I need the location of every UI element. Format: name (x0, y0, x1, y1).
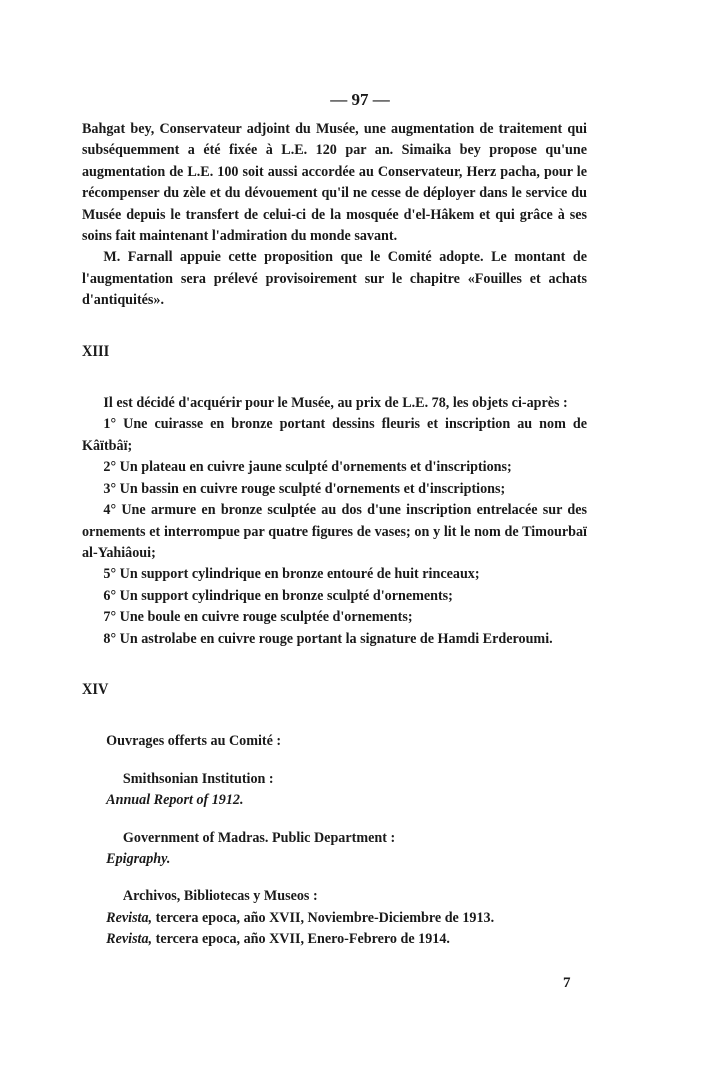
gifts-intro: Ouvrages offerts au Comité : (106, 732, 282, 750)
acquisition-item-1: 1° Une cuirasse en bronze portant dessins fleuris et inscription au nom de Kâïtbâï; (82, 415, 587, 454)
donor-archivos: Archivos, Bibliotecas y Museos : (122, 887, 318, 905)
revista-details-1: tercera epoca, año XVII, Noviembre-Diciembre de 1913. (152, 908, 495, 926)
work-annual-report-title: Annual Report of 1912. (106, 791, 244, 809)
acquisition-item-2: 2° Un plateau en cuivre jaune sculpté d'ornements et d'inscriptions; (103, 458, 512, 476)
revista-details-2: tercera epoca, año XVII, Enero-Febrero de 1914. (152, 930, 450, 948)
acquisition-item-4: 4° Une armure en bronze sculptée au dos d'une inscription entrelacée sur des ornements et interrompue par quatre figures de vases; on y lit le nom de Timourbaï al-Yahiâoui; (82, 501, 587, 561)
paragraph-1: Bahgat bey, Conservateur adjoint du Musée, une augmentation de traitement qui subséquemment a été fixée à L.E. 120 par an. Simaika bey propose qu'une augmentation de L.E. 100 soit aussi accordée au Conservateur, Herz pacha, pour le récompenser du zèle et du dévouement qu'il ne cesse de déployer dans le service du Musée depuis le transfert de celui-ci de la mosquée d'el-Hâkem et qui grâce à ses soins fait maintenant l'admiration du monde savant. (82, 120, 587, 245)
revista-italic-1: Revista, (106, 908, 153, 926)
work-epigraphy (82, 848, 587, 869)
signature-mark: 7 (563, 975, 571, 991)
acquisition-item-5: 5° Un support cylindrique en bronze entouré de huit rinceaux; (103, 565, 480, 583)
section-heading-xiii: XIII (82, 342, 110, 360)
page-number-header: — 97 — (330, 90, 390, 109)
acquisition-item-6: 6° Un support cylindrique en bronze sculpté d'ornements; (103, 586, 453, 604)
revista-italic-2: Revista, (106, 930, 153, 948)
work-revista-1913 (82, 907, 587, 928)
page-body (82, 118, 587, 950)
donor-government-madras: Government of Madras. Public Department : (122, 828, 396, 846)
section-heading-xiv: XIV (82, 680, 109, 698)
paragraph-2: M. Farnall appuie cette proposition que le Comité adopte. Le montant de l'augmentation sera prélevé provisoirement sur le chapitre «Fouilles et achats d'antiquités». (82, 248, 587, 309)
acquisition-item-7: 7° Une boule en cuivre rouge sculptée d'ornements; (103, 608, 413, 626)
acquisition-intro: Il est décidé d'acquérir pour le Musée, au prix de L.E. 78, les objets ci-après : (103, 394, 568, 412)
acquisition-item-3: 3° Un bassin en cuivre rouge sculpté d'ornements et d'inscriptions; (103, 479, 506, 497)
work-epigraphy-title: Epigraphy. (106, 849, 171, 867)
acquisition-item-8: 8° Un astrolabe en cuivre rouge portant la signature de Hamdi Erderoumi. (103, 629, 553, 647)
work-revista-1914 (82, 928, 587, 949)
donor-smithsonian: Smithsonian Institution : (122, 769, 274, 787)
work-annual-report (82, 789, 587, 810)
